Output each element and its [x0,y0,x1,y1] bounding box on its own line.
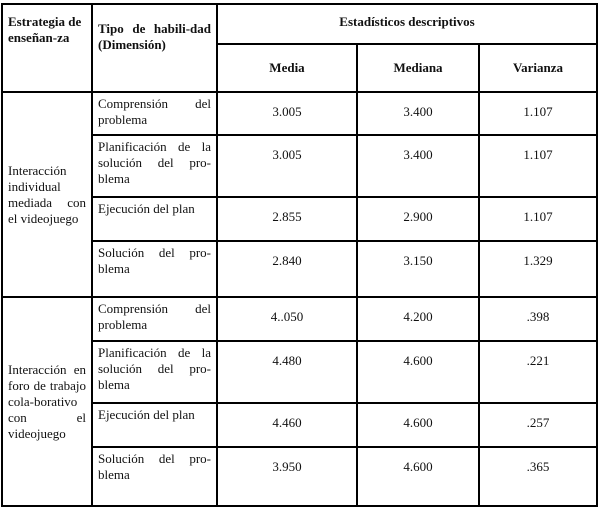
skill-cell: Planificación de la solución del pro-blema [92,135,217,197]
median-cell: 3.150 [357,241,479,297]
median-cell: 2.900 [357,197,479,241]
skill-cell: Ejecución del plan [92,197,217,241]
median-cell: 3.400 [357,92,479,135]
header-variance: Varianza [479,44,597,92]
mean-cell: 4..050 [217,297,357,341]
table-row [2,241,597,297]
header-strategy: Estrategia de enseñan-za [2,4,92,92]
variance-cell: .221 [479,341,597,403]
median-cell: 4.600 [357,341,479,403]
header-skill: Tipo de habili-dad (Dimensión) [92,4,217,92]
table-row [2,135,597,197]
skill-cell: Planificación de la solución del pro-blema [92,341,217,403]
header-mean: Media [217,44,357,92]
variance-cell: .257 [479,403,597,447]
variance-cell: 1.107 [479,197,597,241]
strategy-cell: Interacción en foro de trabajo cola-borativo con el videojuego [2,297,92,506]
variance-cell: 1.107 [479,92,597,135]
mean-cell: 4.480 [217,341,357,403]
skill-cell: Comprensión del problema [92,92,217,135]
header-stats-group: Estadísticos descriptivos [217,4,597,44]
table-row [2,92,597,135]
variance-cell: .365 [479,447,597,506]
median-cell: 4.600 [357,447,479,506]
skill-cell: Ejecución del plan [92,403,217,447]
median-cell: 4.600 [357,403,479,447]
skill-cell: Solución del pro-blema [92,447,217,506]
median-cell: 3.400 [357,135,479,197]
mean-cell: 4.460 [217,403,357,447]
table-row [2,403,597,447]
table-row [2,197,597,241]
header-median: Mediana [357,44,479,92]
table-row [2,341,597,403]
descriptive-stats-table [1,3,598,507]
variance-cell: 1.107 [479,135,597,197]
strategy-cell: Interacción individual mediada con el videojuego [2,92,92,297]
skill-cell: Solución del pro-blema [92,241,217,297]
variance-cell: .398 [479,297,597,341]
skill-cell: Comprensión del problema [92,297,217,341]
variance-cell: 1.329 [479,241,597,297]
mean-cell: 3.005 [217,135,357,197]
mean-cell: 3.005 [217,92,357,135]
mean-cell: 2.840 [217,241,357,297]
table-row [2,447,597,506]
median-cell: 4.200 [357,297,479,341]
mean-cell: 3.950 [217,447,357,506]
table-row [2,297,597,341]
mean-cell: 2.855 [217,197,357,241]
